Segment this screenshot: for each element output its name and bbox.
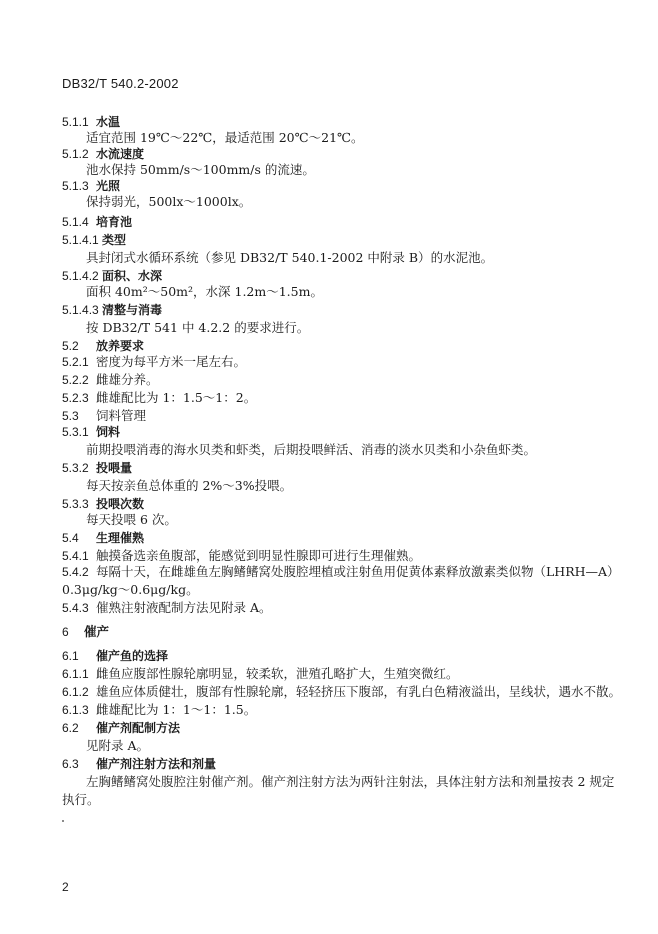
clause-number: 5.3.3 xyxy=(62,497,89,511)
text-line xyxy=(62,146,144,162)
clause-title: 放养要求 xyxy=(96,339,145,353)
clause-number: 5.2.2 xyxy=(62,373,89,387)
text-line xyxy=(62,600,272,616)
clause-number: 6.1 xyxy=(62,649,79,663)
clause-text: 密度为每平方米一尾左右。 xyxy=(96,354,247,369)
scan-speck xyxy=(62,820,64,822)
clause-title: 面积、水深 xyxy=(102,269,163,283)
text-line xyxy=(62,702,256,718)
clause-title: 催产剂注射方法和剂量 xyxy=(96,757,217,771)
text-line xyxy=(62,756,216,772)
clause-title: 光照 xyxy=(96,179,121,193)
clause-number: 5.2.1 xyxy=(62,355,89,369)
clause-text: 饲料管理 xyxy=(96,408,147,423)
clause-number: 5.2 xyxy=(62,339,79,353)
body-paragraph: 按 DB32/T 541 中 4.2.2 的要求进行。 xyxy=(86,320,310,335)
text-line xyxy=(62,624,109,640)
clause-title: 水流速度 xyxy=(96,147,145,161)
text-line xyxy=(62,460,132,476)
body-paragraph: 面积 40m²～50m²，水深 1.2m～1.5m。 xyxy=(86,284,323,299)
clause-number: 5.3.2 xyxy=(62,461,89,475)
clause-text: 雌雄分养。 xyxy=(96,372,159,387)
body-paragraph: 每天按亲鱼总体重的 2%～3%投喂。 xyxy=(86,478,293,493)
text-line xyxy=(62,720,180,736)
clause-number: 5.3 xyxy=(62,409,79,423)
clause-title: 类型 xyxy=(102,233,127,247)
clause-text: 雌雄配比为 1：1.5～1：2。 xyxy=(96,390,257,405)
text-line xyxy=(62,564,620,580)
clause-number: 6.3 xyxy=(62,757,79,771)
text-line xyxy=(62,424,120,440)
body-paragraph: 保持弱光，500lx～1000lx。 xyxy=(86,194,252,209)
text-line xyxy=(62,684,621,700)
text-line xyxy=(62,338,144,354)
clause-number: 5.2.3 xyxy=(62,391,89,405)
clause-title: 生理催熟 xyxy=(96,531,145,545)
clause-number: 5.4.2 xyxy=(62,565,89,579)
clause-number: 5.4 xyxy=(62,531,79,545)
text-line xyxy=(62,648,168,664)
clause-number: 6.2 xyxy=(62,721,79,735)
clause-number: 5.1.2 xyxy=(62,147,89,161)
text-line xyxy=(62,178,120,194)
clause-title: 水温 xyxy=(96,115,121,129)
body-paragraph: 每天投喂 6 次。 xyxy=(86,512,177,527)
clause-text: 雌鱼应腹部性腺轮廓明显，较柔软，泄殖孔略扩大，生殖突微红。 xyxy=(96,666,459,681)
clause-text: 触摸备选亲鱼腹部，能感觉到明显性腺即可进行生理催熟。 xyxy=(96,548,422,563)
clause-number: 6 xyxy=(62,625,69,639)
text-line xyxy=(62,302,162,318)
clause-title: 催产剂配制方法 xyxy=(96,721,181,735)
clause-text: 催熟注射液配制方法见附录 A。 xyxy=(96,600,272,615)
text-line xyxy=(62,268,162,284)
clause-number: 6.1.3 xyxy=(62,703,89,717)
page-number: 2 xyxy=(62,880,69,894)
body-paragraph: 池水保持 50mm/s～100mm/s 的流速。 xyxy=(86,162,315,177)
clause-number: 6.1.1 xyxy=(62,667,89,681)
text-line xyxy=(62,530,144,546)
continued-text: 执行。 xyxy=(62,792,100,807)
clause-number: 5.1.4.3 xyxy=(62,303,99,317)
continued-text: 0.3μg/kg～0.6μg/kg。 xyxy=(62,582,199,597)
clause-text: 每隔十天，在雌雄鱼左胸鳍鳍窝处腹腔埋植或注射鱼用促黄体素释放激素类似物（LHRH—A） xyxy=(96,564,620,579)
text-line xyxy=(62,114,120,130)
text-line xyxy=(62,666,459,682)
clause-number: 5.4.1 xyxy=(62,549,89,563)
clause-number: 5.1.3 xyxy=(62,179,89,193)
clause-number: 5.1.4.1 xyxy=(62,233,99,247)
clause-number: 5.3.1 xyxy=(62,425,89,439)
text-line xyxy=(62,232,126,248)
body-paragraph: 适宜范围 19℃～22℃，最适范围 20℃～21℃。 xyxy=(86,130,364,145)
text-line xyxy=(62,408,146,424)
body-paragraph: 左胸鳍鳍窝处腹腔注射催产剂。催产剂注射方法为两针注射法，具体注射方法和剂量按表 2 规定 xyxy=(86,774,615,789)
clause-title: 清整与消毒 xyxy=(102,303,163,317)
text-line xyxy=(62,496,144,512)
header-code: DB32/T 540.2-2002 xyxy=(62,76,179,91)
body-paragraph: 具封闭式水循环系统（参见 DB32/T 540.1-2002 中附录 B）的水泥池。 xyxy=(86,250,494,265)
clause-number: 5.1.4 xyxy=(62,215,89,229)
body-paragraph: 前期投喂消毒的海水贝类和虾类，后期投喂鲜活、消毒的淡水贝类和小杂鱼虾类。 xyxy=(86,442,537,457)
clause-title: 投喂次数 xyxy=(96,497,145,511)
clause-text: 雌雄配比为 1：1～1：1.5。 xyxy=(96,702,257,717)
clause-text: 雄鱼应体质健壮，腹部有性腺轮廓，轻轻挤压下腹部，有乳白色精液溢出，呈线状，遇水不散。 xyxy=(96,684,622,699)
text-line xyxy=(62,354,246,370)
body-paragraph: 见附录 A。 xyxy=(86,738,150,753)
clause-number: 5.1.4.2 xyxy=(62,269,99,283)
text-line xyxy=(62,548,421,564)
clause-title: 投喂量 xyxy=(96,461,133,475)
clause-title: 饲料 xyxy=(96,425,121,439)
clause-title: 催产鱼的选择 xyxy=(96,649,169,663)
clause-number: 5.4.3 xyxy=(62,601,89,615)
text-line xyxy=(62,372,159,388)
section-title: 催产 xyxy=(84,624,110,639)
text-line xyxy=(62,390,256,406)
clause-number: 5.1.1 xyxy=(62,115,89,129)
clause-number: 6.1.2 xyxy=(62,685,89,699)
clause-title: 培育池 xyxy=(96,215,133,229)
text-line xyxy=(62,214,132,230)
